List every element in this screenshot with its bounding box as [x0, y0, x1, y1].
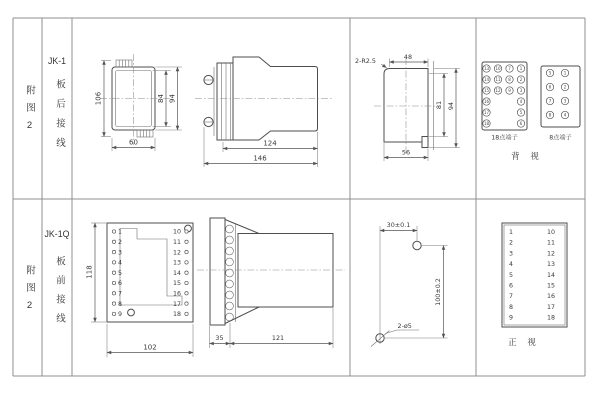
front-terminals-left [112, 229, 122, 318]
dim-81: 81 [435, 100, 443, 110]
terminal-circle [185, 271, 188, 274]
model-label-jk1q: JK-1Q [44, 229, 70, 239]
terminal-number: 1 [118, 228, 123, 236]
terminal-number: 14 [547, 271, 556, 279]
dim-121: 121 [271, 334, 285, 342]
drawing-circle [413, 241, 421, 249]
terminal-number: 10 [547, 229, 556, 236]
jk1q-front-view [86, 223, 194, 357]
terminal-number: 6 [118, 280, 123, 288]
wiring-label-row2: 板前接线 [54, 256, 65, 332]
terminal-number: 12 [547, 250, 556, 258]
terminal-number: 15 [547, 282, 556, 290]
terminal-number: 16 [547, 293, 556, 301]
terminal-number: 17 [483, 110, 490, 116]
terminal-number: 8 [508, 77, 511, 83]
drawing-circle [226, 247, 234, 255]
terminal-circle [185, 240, 188, 243]
drawing-circle [226, 225, 234, 233]
drawing-line [386, 330, 398, 334]
figure-label-row1: 附图2 [24, 85, 35, 139]
terminal-circle [185, 281, 188, 284]
dim-106: 106 [94, 91, 103, 106]
label-terminal-8: 8点端子 [549, 134, 572, 142]
terminal-number: 14 [173, 269, 182, 277]
drawing-circle [226, 291, 234, 299]
terminal-circle [112, 292, 115, 295]
terminal-block-8 [546, 69, 568, 118]
dim-94-cutout: 94 [447, 101, 455, 111]
terminal-block-18 [483, 65, 525, 127]
terminal-number: 7 [509, 293, 514, 301]
model-label-jk1: JK-1 [47, 56, 67, 66]
terminal-circle [185, 250, 188, 253]
terminal-circle [112, 240, 115, 243]
dim-146: 146 [253, 154, 267, 163]
drawing-rect [210, 218, 225, 325]
terminal-number: 14 [483, 77, 490, 83]
terminal-number: 2 [519, 77, 523, 83]
terminal-number: 9 [508, 88, 511, 94]
terminal-number: 5 [519, 110, 523, 116]
dim-84: 84 [157, 94, 165, 103]
terminal-circle [185, 312, 188, 315]
terminal-number: 3 [519, 88, 523, 94]
terminal-number: 10 [173, 228, 182, 236]
terminal-circle [112, 271, 115, 274]
terminal-number: 16 [483, 99, 490, 105]
note-corner-radius: 2-R2.5 [355, 57, 376, 65]
terminal-circle [185, 302, 188, 305]
drawing-circle [226, 236, 234, 244]
wiring-label-row1: 板后接线 [54, 79, 65, 157]
terminal-number: 3 [563, 98, 567, 104]
terminal-number: 4 [519, 99, 523, 105]
terminal-number: 13 [173, 259, 182, 267]
jk1-side-view [195, 57, 333, 167]
dim-60: 60 [129, 138, 138, 147]
terminal-number: 5 [509, 271, 514, 279]
terminal-number: 5 [548, 70, 552, 76]
dim-124: 124 [263, 139, 277, 148]
jk1q-terminal-table [502, 223, 567, 348]
terminal-number: 1 [563, 70, 567, 76]
terminal-number: 11 [173, 239, 182, 246]
terminal-number: 18 [547, 314, 556, 322]
terminal-number: 1 [519, 66, 523, 72]
terminal-circle [112, 302, 115, 305]
terminal-circle [112, 230, 115, 233]
terminal-number: 15 [483, 88, 490, 94]
dim-30: 30±0.1 [386, 221, 411, 229]
terminal-number: 2 [509, 239, 514, 247]
jk1-rear-outline-view [95, 54, 183, 151]
terminal-number: 7 [118, 290, 123, 298]
drawing-circle [226, 258, 234, 266]
terminal-number: 6 [509, 282, 514, 290]
jk1-panel-cutout-view [355, 53, 460, 161]
dim-100: 100±0.2 [434, 278, 442, 306]
terminal-number: 3 [118, 249, 123, 257]
front-terminals-right [173, 229, 188, 318]
drawing-circle [226, 302, 234, 310]
terminal-number: 4 [563, 112, 567, 118]
terminal-number: 12 [173, 249, 182, 257]
drawing-rect [137, 130, 153, 137]
terminal-number: 2 [118, 239, 123, 246]
terminal-number: 15 [173, 280, 182, 288]
terminal-number: 8 [118, 300, 123, 308]
terminal-number: 4 [118, 259, 123, 267]
terminal-number: 8 [509, 303, 514, 311]
drawing-rect [116, 60, 132, 67]
terminal-number: 13 [483, 66, 490, 72]
terminal-number: 5 [118, 269, 123, 277]
terminal-number: 12 [495, 88, 501, 94]
terminal-number: 7 [548, 98, 552, 104]
dim-56: 56 [401, 148, 411, 157]
terminal-number: 9 [509, 314, 514, 322]
terminal-number: 6 [519, 121, 523, 127]
label-terminal-18: 18点端子 [491, 134, 518, 142]
jk1q-drilling-plan [371, 221, 448, 347]
terminal-number: 2 [563, 84, 567, 90]
terminal-number: 11 [547, 239, 556, 247]
dim-118: 118 [85, 265, 94, 279]
drawing-circle [226, 280, 234, 288]
terminal-number: 18 [483, 121, 490, 127]
terminal-number: 7 [508, 66, 511, 72]
table-terminals-right [547, 229, 555, 322]
terminal-number: 9 [118, 311, 123, 319]
jk1q-side-view [197, 218, 345, 348]
terminal-number: 13 [547, 261, 556, 269]
terminal-circle [185, 261, 188, 264]
drawing-line [225, 220, 259, 234]
drawing-rect [504, 225, 565, 325]
terminal-number: 1 [509, 229, 514, 236]
terminal-circle [112, 281, 115, 284]
terminal-number: 8 [548, 112, 552, 118]
table-terminals-left [509, 229, 513, 322]
terminal-number: 17 [547, 303, 556, 311]
dim-94: 94 [168, 94, 177, 103]
terminal-number: 10 [495, 66, 501, 72]
terminal-number: 16 [173, 290, 182, 298]
figure-label-row2: 附图2 [24, 265, 35, 319]
terminal-number: 4 [509, 261, 514, 269]
drawing-line [225, 307, 259, 324]
terminal-number: 18 [173, 311, 182, 319]
terminal-number: 17 [173, 300, 182, 308]
jk1-rear-terminal-blocks [482, 62, 580, 162]
terminal-circle [112, 261, 115, 264]
drawing-path [422, 137, 428, 148]
terminal-circle [185, 230, 188, 233]
dim-48: 48 [403, 53, 413, 61]
drawing-line [381, 64, 387, 68]
note-holes: 2-ø5 [397, 322, 412, 330]
label-front-view: 正 视 [508, 338, 540, 348]
terminal-circle [112, 250, 115, 253]
terminal-number: 6 [548, 84, 552, 90]
drawing-circle [128, 309, 135, 316]
terminal-number: 11 [495, 77, 501, 83]
terminal-circle [185, 292, 188, 295]
label-rear-view: 背 视 [511, 152, 543, 162]
dim-102: 102 [143, 343, 157, 352]
terminal-circle [112, 312, 115, 315]
dim-35: 35 [215, 334, 224, 342]
terminal-number: 3 [509, 250, 514, 258]
